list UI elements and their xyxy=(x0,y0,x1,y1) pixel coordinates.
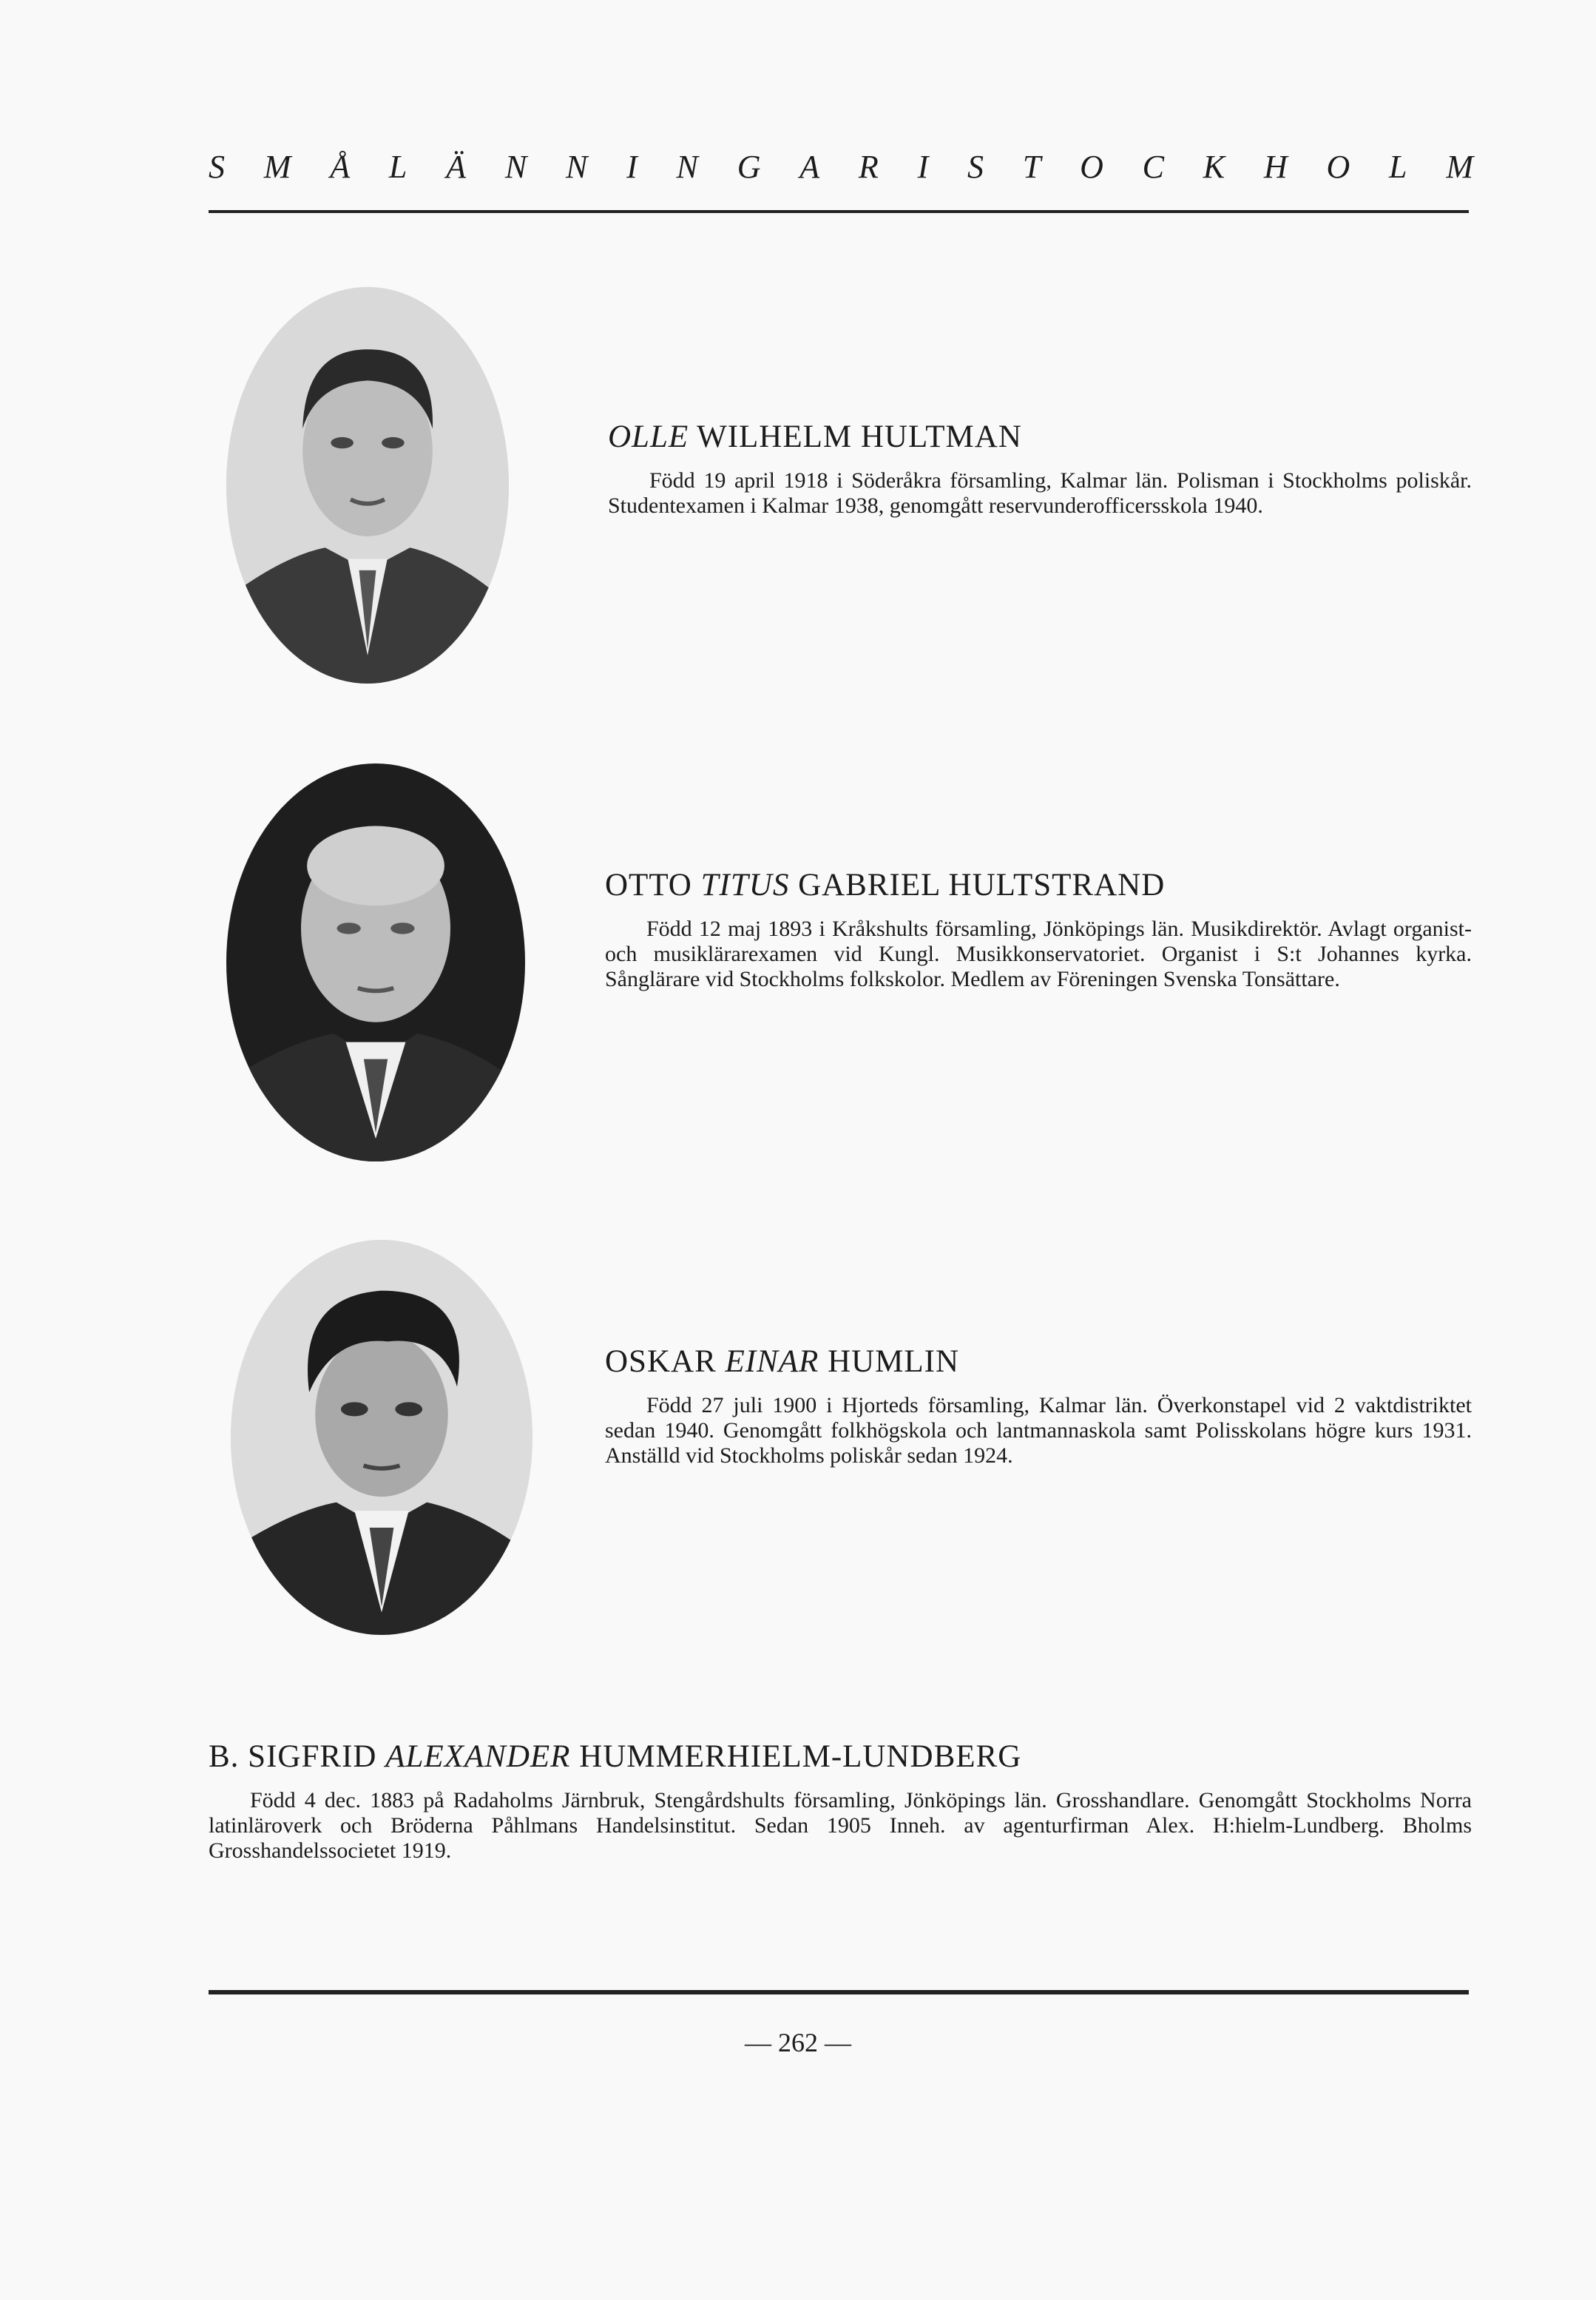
running-head-letter: G xyxy=(737,149,761,185)
name-italic: OLLE xyxy=(608,419,689,454)
name-post: HUMMERHIELM-LUNDBERG xyxy=(570,1739,1022,1774)
running-head-letter: I xyxy=(917,149,929,185)
running-head-letter: I xyxy=(626,149,638,185)
running-head-letter: K xyxy=(1203,149,1225,185)
running-head-letter: N xyxy=(504,149,527,185)
entry-name xyxy=(209,1739,1472,1775)
running-head-letter: R xyxy=(858,149,879,185)
entry-hultstrand xyxy=(605,867,1472,992)
page-number: — 262 — xyxy=(745,2028,851,2057)
name-rest: WILHELM HULTMAN xyxy=(689,419,1022,454)
name-post: GABRIEL HULTSTRAND xyxy=(789,868,1166,903)
name-post: HUMLIN xyxy=(819,1344,960,1379)
portrait-illustration xyxy=(226,287,509,684)
entry-name xyxy=(605,867,1472,903)
running-head-letter: M xyxy=(263,149,291,185)
running-head-letter: N xyxy=(565,149,588,185)
portrait-illustration xyxy=(231,1240,532,1635)
entry-bio: Född 4 dec. 1883 på Radaholms Järnbruk, Stengårdshults församling, Jönköpings län. Grosshandlare. Genomgått Stockholms Norra latinläroverk och Bröderna Påhlmans Handelsinstitut. Sedan 1905 Inneh. av agenturfirman Alex. H:hielm-Lundberg. Bholms Grosshandelssocietet 1919. xyxy=(209,1788,1472,1863)
entry-name xyxy=(608,419,1472,455)
header-rule xyxy=(209,210,1469,213)
running-head-letter: O xyxy=(1080,149,1103,185)
footer-rule xyxy=(209,1990,1469,1994)
name-pre: B. SIGFRID xyxy=(209,1739,386,1774)
name-pre: OSKAR xyxy=(605,1344,726,1379)
entry-hultman xyxy=(608,419,1472,519)
portrait-illustration xyxy=(226,763,525,1161)
running-head-letter: S xyxy=(209,149,225,185)
name-pre: OTTO xyxy=(605,868,701,903)
running-head-letter: T xyxy=(1022,149,1041,185)
entry-bio: Född 12 maj 1893 i Kråkshults församling, Jönköpings län. Musikdirektör. Avlagt organist- och musiklärarexamen vid Kungl. Musikkonservatoriet. Organist i S:t Johannes kyrka. Sånglärare vid Stockholms folkskolor. Medlem av Föreningen Svenska Tonsättare. xyxy=(605,917,1472,991)
running-head-letter: Ä xyxy=(446,149,467,185)
running-head-letter: L xyxy=(388,149,408,185)
entry-bio: Född 19 april 1918 i Söderåkra församling, Kalmar län. Polisman i Stockholms poliskår. Studentexamen i Kalmar 1938, genomgått reservunderofficersskola 1940. xyxy=(608,468,1472,518)
running-head-letter: M xyxy=(1446,149,1473,185)
entry-name xyxy=(605,1343,1472,1380)
running-head-letter: S xyxy=(967,149,984,185)
running-head-letter: N xyxy=(676,149,698,185)
running-head-letter: A xyxy=(799,149,820,185)
running-head-letter: L xyxy=(1389,149,1407,185)
running-head-letter: C xyxy=(1142,149,1164,185)
portrait-photo-hultman xyxy=(226,287,509,684)
running-head-letter: H xyxy=(1263,149,1288,185)
name-italic: EINAR xyxy=(725,1344,819,1379)
entry-humlin xyxy=(605,1343,1472,1468)
running-head-letter: O xyxy=(1326,149,1350,185)
portrait-photo-hultstrand xyxy=(226,763,525,1161)
running-head xyxy=(209,148,1473,186)
entry-bio: Född 27 juli 1900 i Hjorteds församling, Kalmar län. Överkonstapel vid 2 vaktdistriktet sedan 1940. Genomgått folkhögskola och lantmannaskola samt Polisskolans högre kurs 1931. Anställd vid Stockholms poliskår sedan 1924. xyxy=(605,1393,1472,1468)
portrait-photo-humlin xyxy=(231,1240,532,1635)
running-head-letter: Å xyxy=(330,149,351,185)
name-italic: TITUS xyxy=(700,868,790,903)
name-italic: ALEXANDER xyxy=(385,1739,571,1774)
entry-hummerhielm-lundberg xyxy=(209,1739,1472,1864)
